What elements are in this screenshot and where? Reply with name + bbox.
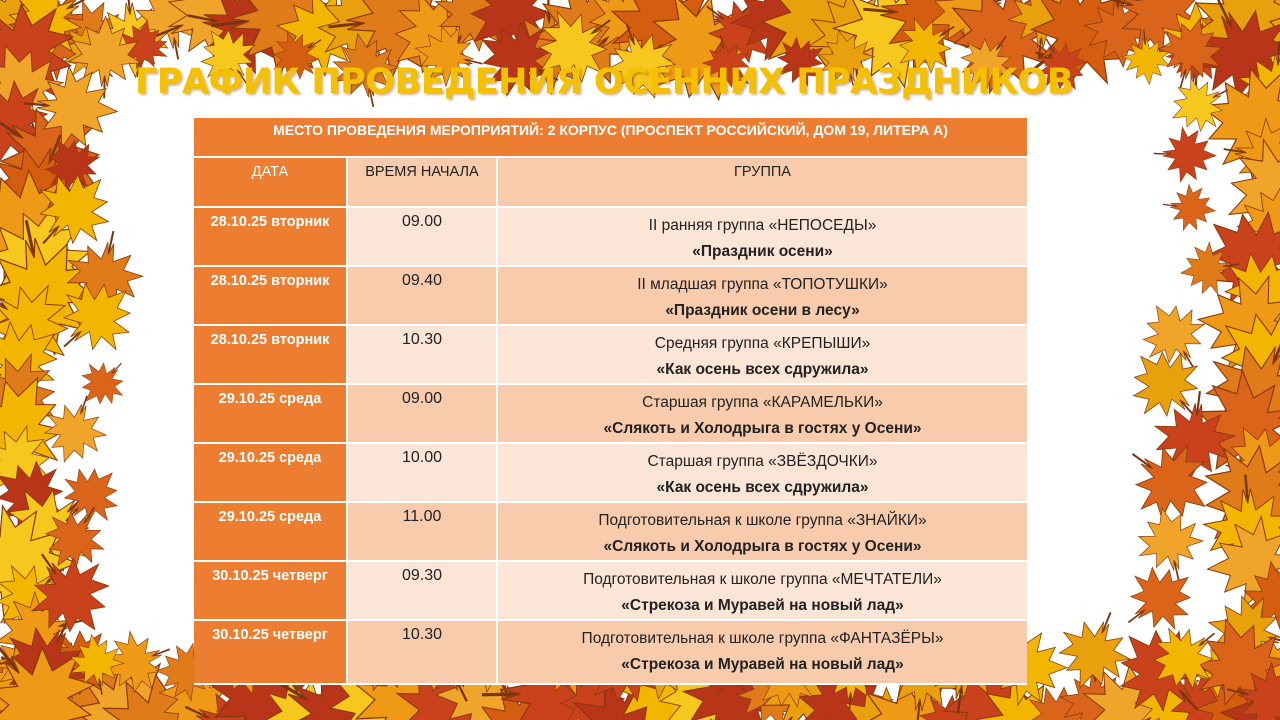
maple-leaf-icon: [1153, 126, 1217, 183]
table-row: [194, 502, 1027, 561]
group-cell: [497, 443, 1027, 502]
event-title: «Слякоть и Холодрыга в гостях у Осени»: [603, 420, 922, 437]
date-cell: 30.10.25 четверг: [194, 561, 347, 620]
table-row: [194, 325, 1027, 384]
date-cell: 28.10.25 вторник: [194, 325, 347, 384]
time-cell: 09.00: [347, 384, 497, 443]
group-cell: [497, 266, 1027, 325]
date-cell: 28.10.25 вторник: [194, 207, 347, 266]
group-cell: [497, 325, 1027, 384]
table-row: [194, 561, 1027, 620]
date-cell: 29.10.25 среда: [194, 443, 347, 502]
maple-leaf-icon: [1160, 181, 1218, 234]
event-title: «Стрекоза и Муравей на новый лад»: [621, 597, 904, 614]
venue-cell: МЕСТО ПРОВЕДЕНИЯ МЕРОПРИЯТИЙ: 2 КОРПУС (ПРОСПЕКТ РОССИЙСКИЙ, ДОМ 19, ЛИТЕРА А): [194, 118, 1027, 157]
time-cell: 10.30: [347, 325, 497, 384]
group-cell: [497, 502, 1027, 561]
group-name: Старшая группа «ЗВЁЗДОЧКИ»: [647, 453, 878, 470]
group-cell: [497, 207, 1027, 266]
date-column-header: ДАТА: [194, 157, 347, 207]
group-cell: [497, 620, 1027, 684]
venue-row: [194, 118, 1027, 157]
time-cell: 11.00: [347, 502, 497, 561]
date-cell: 29.10.25 среда: [194, 384, 347, 443]
table-row: [194, 384, 1027, 443]
group-name: Средняя группа «КРЕПЫШИ»: [654, 335, 871, 352]
group-name: Подготовительная к школе группа «ФАНТАЗЁРЫ»: [581, 630, 944, 647]
time-column-header: ВРЕМЯ НАЧАЛА: [347, 157, 497, 207]
group-name: Подготовительная к школе группа «МЕЧТАТЕЛИ»: [583, 571, 942, 588]
time-cell: 09.30: [347, 561, 497, 620]
group-cell: [497, 561, 1027, 620]
event-title: «Как осень всех сдружила»: [656, 479, 869, 496]
event-title: «Праздник осени в лесу»: [665, 302, 860, 319]
date-cell: 28.10.25 вторник: [194, 266, 347, 325]
time-cell: 10.30: [347, 620, 497, 684]
maple-leaf-icon: [70, 348, 139, 417]
time-cell: 09.00: [347, 207, 497, 266]
page-title-text: ГРАФИК ПРОВЕДЕНИЯ ОСЕННИХ ПРАЗДНИКОВ: [134, 62, 1073, 102]
date-cell: 30.10.25 четверг: [194, 620, 347, 684]
group-cell: [497, 384, 1027, 443]
page-title: [0, 62, 1200, 102]
group-name: Старшая группа «КАРАМЕЛЬКИ»: [642, 394, 883, 411]
group-name: II ранняя группа «НЕПОСЕДЫ»: [648, 217, 877, 234]
schedule-table: [194, 118, 1027, 685]
table-row: [194, 620, 1027, 684]
group-column-header: ГРУППА: [497, 157, 1027, 207]
event-title: «Стрекоза и Муравей на новый лад»: [621, 656, 904, 673]
group-name: II младшая группа «ТОПОТУШКИ»: [637, 276, 888, 293]
schedule-rows: [194, 207, 1027, 684]
event-title: «Как осень всех сдружила»: [656, 361, 869, 378]
group-name: Подготовительная к школе группа «ЗНАЙКИ»: [598, 512, 927, 529]
event-title: «Праздник осени»: [692, 243, 833, 260]
table-row: [194, 207, 1027, 266]
table-row: [194, 266, 1027, 325]
event-title: «Слякоть и Холодрыга в гостях у Осени»: [603, 538, 922, 555]
table-header-row: [194, 157, 1027, 207]
table-row: [194, 443, 1027, 502]
date-cell: 29.10.25 среда: [194, 502, 347, 561]
time-cell: 09.40: [347, 266, 497, 325]
time-cell: 10.00: [347, 443, 497, 502]
